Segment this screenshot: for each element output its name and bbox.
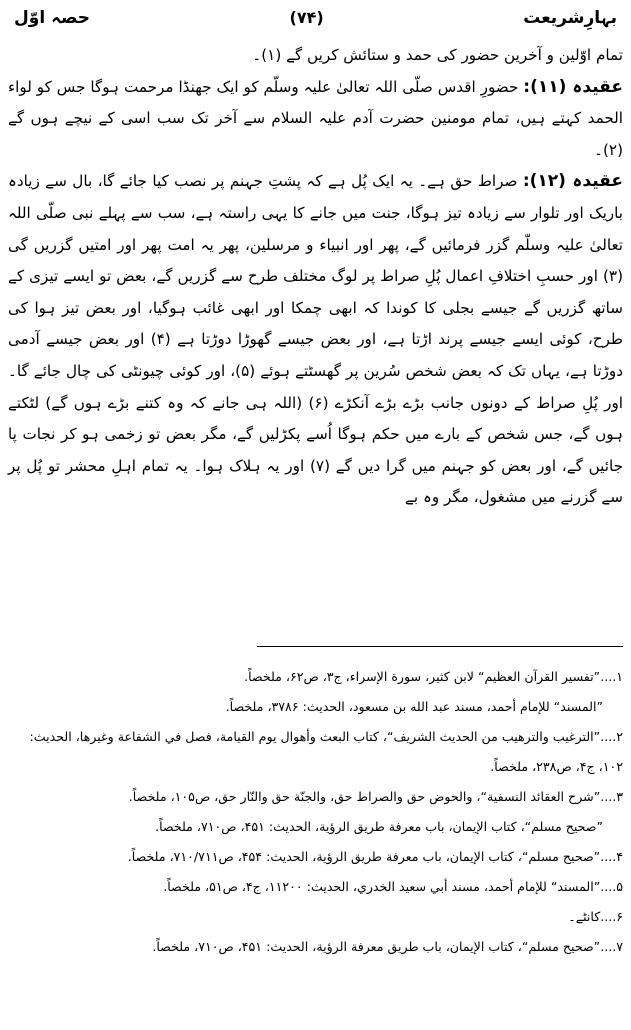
footnote: ”صحيح مسلم“، كتاب الإيمان، باب معرفة طريق الرؤية، الحديث: ۴۵۱، ص۷۱۰، ملخصاً. <box>155 819 603 834</box>
aqeeda-11-text: حضورِ اقدس صلّی اللہ تعالیٰ علیہ وسلّم کو ایک جھنڈا مرحمت ہوگا جس کو لواء الحمد کہتے ہیں، تمام مومنین حضرت آدم علیہ السلام سے آخر تک سب اسی کے نیچے ہوں گے (۲)۔ <box>8 77 623 159</box>
aqeeda-11-paragraph <box>8 72 623 167</box>
footnote: ”المسند“ للإمام أحمد، مسند عبد الله بن مسعود، الحديث: ۳۷۸۶، ملخصاً. <box>225 699 603 714</box>
footnote: ۲....”الترغيب والترهيب من الحديث الشريف“، كتاب البعث وأهوال يوم القيامة، فصل في الشفاعة وغيرها، الحديث: ۱۰۲، ج۴، ص۲۳۸، ملخصاً. <box>29 729 623 774</box>
page-number: (۷۴) <box>289 7 324 27</box>
footnote: ۴....”صحيح مسلم“، كتاب الإيمان، باب معرفة طريق الرؤية، الحديث: ۴۵۴، ص۷۱۰/۷۱۱، ملخصاً. <box>127 849 623 864</box>
aqeeda-11-label: عقیدہ (۱۱): <box>523 76 623 97</box>
aqeeda-12-paragraph <box>8 166 623 514</box>
book-title: بہارِشریعت <box>523 7 617 28</box>
footnote: ۵....”المسند“ للإمام أحمد، مسند أبي سعيد الخدري، الحديث: ۱۱۲۰۰، ج۴، ص۵۱، ملخصاً. <box>163 879 623 894</box>
footnote-divider <box>257 646 623 647</box>
intro-line: تمام اوّلین و آخرین حضور کی حمد و ستائش کریں گے (۱)۔ <box>252 46 623 64</box>
page-header <box>14 4 617 30</box>
aqeeda-12-text: صراط حق ہے۔ یہ ایک پُل ہے کہ پشتِ جہنم پر نصب کیا جائے گا، بال سے زیادہ باریک اور تلوار سے زیادہ تیز ہوگا، جنت میں جانے کا یہی راستہ ہے، سب سے پہلے نبی صلّی اللہ تعالیٰ علیہ وسلّم گزر فرمائیں گے، پھر اور انبیاء و مرسلین، پھر یہ امت پھر اور امتیں گزریں گی (۳) اور حسبِ اختلافِ اعمال پُلِ صراط پر لوگ مختلف طرح سے گزریں گے، بعض تو ایسے تیزی کے ساتھ گزریں گے جیسے بجلی کا کوندا کہ ابھی چمکا اور ابھی غائب ہوگیا، اور بعض تیز ہوا کی طرح، کوئی ایسے جیسے پرند اڑتا ہے، اور بعض جیسے گھوڑا دوڑتا ہے (۴) اور بعض جیسے آدمی دوڑتا ہے، یہاں تک کہ بعض شخص سُرین پر گھسٹتے ہوئے (۵)، اور کوئی چیونٹی کی چال جائے گا۔ اور پُلِ صراط کے دونوں جانب بڑے بڑے آنکڑے (۶) (اللہ ہی جانے کہ وہ کتنے بڑے ہوں گے) لٹکتے ہوں گے، جس شخص کے بارے میں حکم ہوگا اُسے پکڑلیں گے، مگر بعض تو زخمی ہو کر نجات پا جائیں گے، اور بعض کو جہنم میں گرا دیں گے (۷) اور یہ ہلاک ہوا۔ یہ تمام اہلِ محشر تو پُل پر سے گزرنے میں مشغول، مگر وہ بے <box>8 172 624 507</box>
footnote: ۷....”صحيح مسلم“، كتاب الإيمان، باب طريق معرفة الرؤية، الحديث: ۴۵۱، ص۷۱۰، ملخصاً. <box>152 939 623 954</box>
footnote: ۶....کانٹے۔ <box>568 909 623 924</box>
main-text <box>8 40 623 514</box>
footnotes <box>8 662 623 962</box>
aqeeda-12-label: عقیدہ (۱۲): <box>522 171 623 192</box>
part-label: حصہ اوّل <box>14 7 91 28</box>
footnote: ۳....”شرح العقائد النسفية“، والحوض حق والصراط حق، والجنّة حق والنّار حق، ص۱۰۵، ملخصاً. <box>128 789 623 804</box>
footnote: ۱....”تفسير القرآن العظيم“ لابن كثير، سورة الإسراء، ج۳، ص۶۲، ملخصاً. <box>244 669 623 684</box>
